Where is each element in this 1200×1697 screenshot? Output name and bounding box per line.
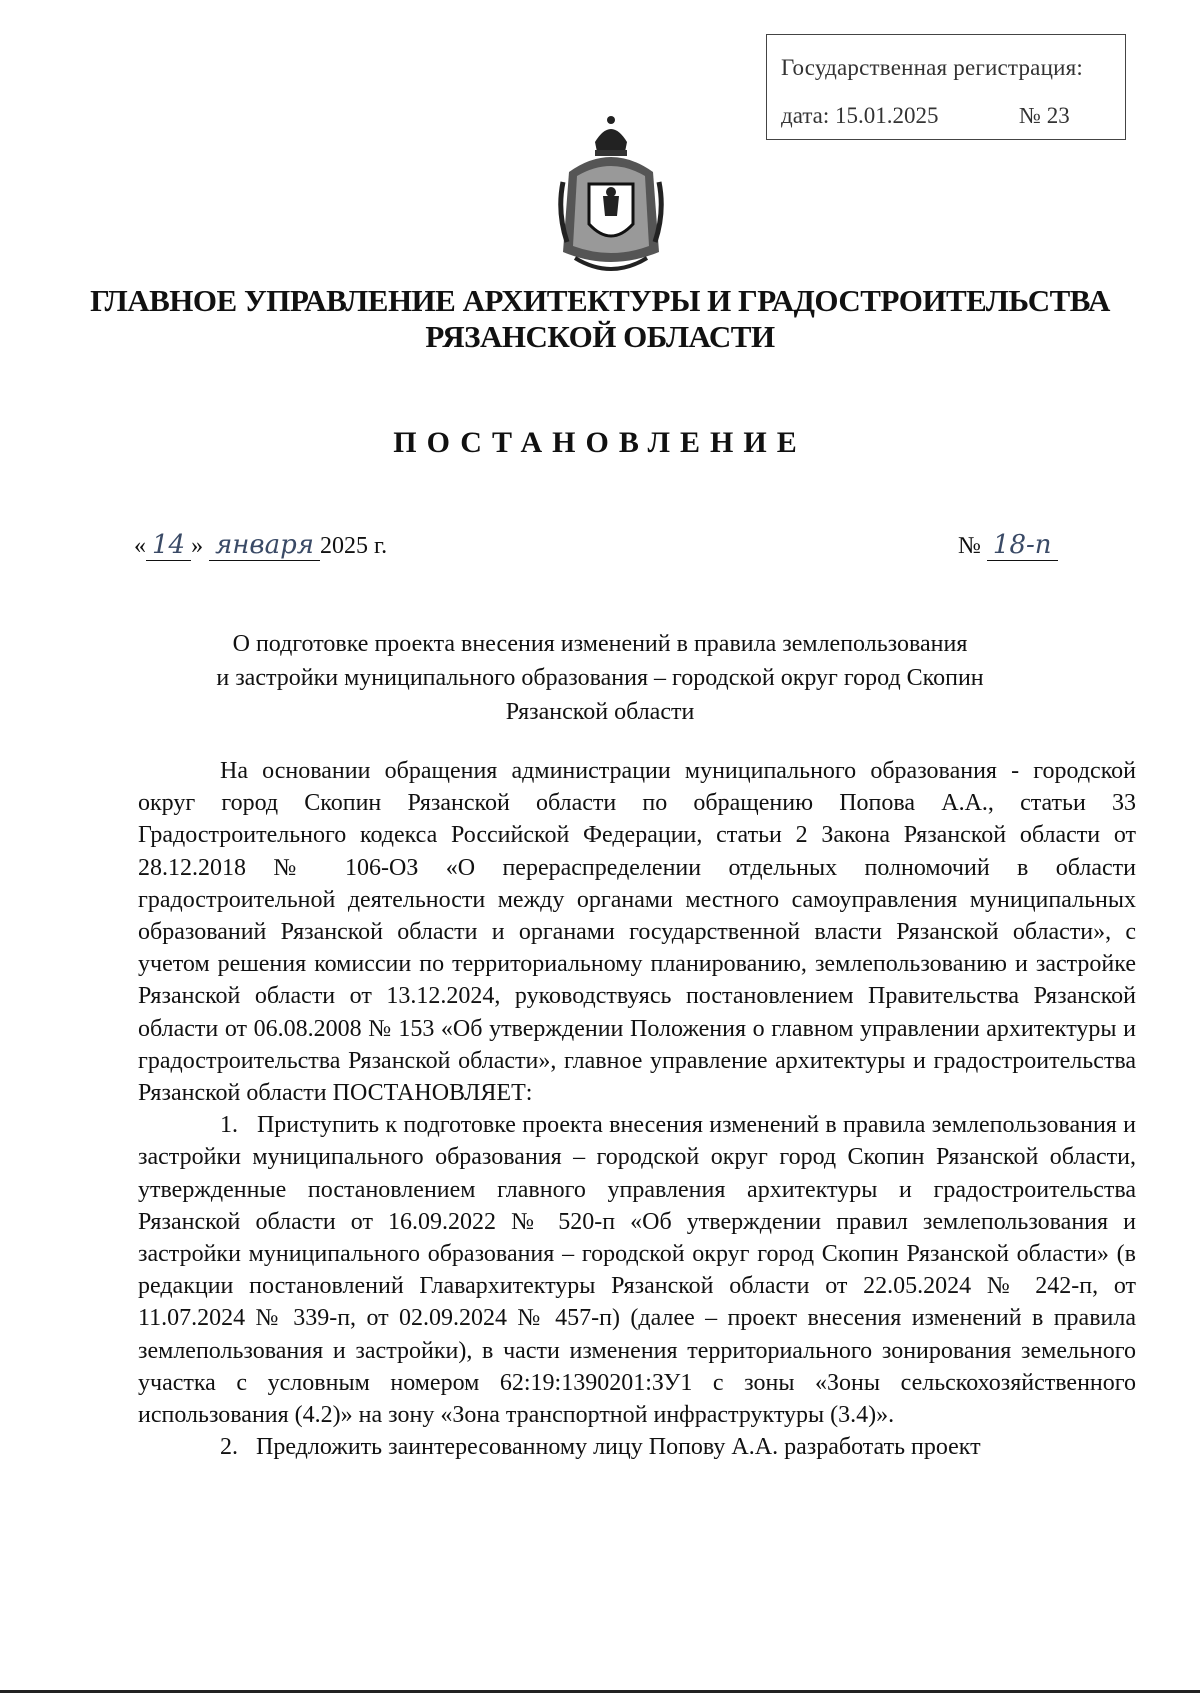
registration-title: Государственная регистрация: [781, 55, 1083, 80]
number-handwritten: 18-п [987, 530, 1058, 561]
registration-date: дата: 15.01.2025 [781, 103, 939, 128]
document-date [134, 530, 387, 561]
document-body [138, 755, 1136, 1463]
body-preamble: На основании обращения администрации муниципального образования - городской округ город Скопин Рязанской области по обращению Попова А.А., статьи 33 Градостроительного кодекса Российской Федерации, статьи 2 Закона Рязанской области от 28.12.2018 № 106-ОЗ «О перераспределении отдельных полномочий в области градостроительной деятельности между органами местного самоуправления муниципальных образований Рязанской области и органами государственной власти Рязанской области», с учетом решения комиссии по территориальному планированию, землепользованию и застройке Рязанской области от 13.12.2024, руководствуясь постановлением Правительства Рязанской области от 06.08.2008 № 153 «Об утверждении Положения о главном управлении архитектуры и градостроительства Рязанской области», главное управление архитектуры и градостроительства Рязанской области ПОСТАНОВЛЯЕТ: [138, 758, 1136, 1107]
registration-stamp [766, 34, 1126, 140]
document-subject [150, 627, 1050, 729]
ryazan-coat-of-arms-icon [555, 112, 667, 280]
date-month-handwritten: января [209, 530, 320, 561]
date-open-quote: « [134, 533, 146, 559]
document-type-title: ПОСТАНОВЛЕНИЕ [393, 426, 807, 459]
organization-name-line1: ГЛАВНОЕ УПРАВЛЕНИЕ АРХИТЕКТУРЫ И ГРАДОСТРОИТЕЛЬСТВА [90, 283, 1110, 318]
organization-name-line2: РЯЗАНСКОЙ ОБЛАСТИ [425, 319, 775, 354]
registration-number: № 23 [1019, 103, 1070, 128]
subject-line1: О подготовке проекта внесения изменений в правила землепользования [232, 631, 968, 657]
date-day-handwritten: 14 [146, 530, 191, 561]
body-item-1: 1. Приступить к подготовке проекта внесения изменений в правила землепользования и застройки муниципального образования – городской округ город Скопин Рязанской области, утвержденные постановлением главного управления архитектуры и градостроительства Рязанской области от 16.09.2022 № 520-п «Об утверждении правил землепользования и застройки муниципального образования – городской округ город Скопин Рязанской области» (в редакции постановлений Главархитектуры Рязанской области от 22.05.2024 № 242-п, от 11.07.2024 № 339-п, от 02.09.2024 № 457-п) (далее – проект внесения изменений в правила землепользования и застройки), в части изменения территориального зонирования земельного участка с условным номером 62:19:1390201:ЗУ1 с зоны «Зоны сельскохозяйственного использования (4.2)» на зону «Зона транспортной инфраструктуры (3.4)». [138, 1112, 1136, 1429]
subject-line3: Рязанской области [505, 699, 695, 725]
subject-line2: и застройки муниципального образования – городской округ город Скопин [216, 665, 984, 691]
number-label: № [958, 533, 981, 559]
date-close-quote: » [191, 533, 204, 559]
body-item-2: 2. Предложить заинтересованному лицу Попову А.А. разработать проект [220, 1434, 981, 1461]
page-bottom-edge [0, 1690, 1200, 1693]
document-number [958, 530, 1058, 561]
date-year: 2025 г. [319, 533, 388, 559]
